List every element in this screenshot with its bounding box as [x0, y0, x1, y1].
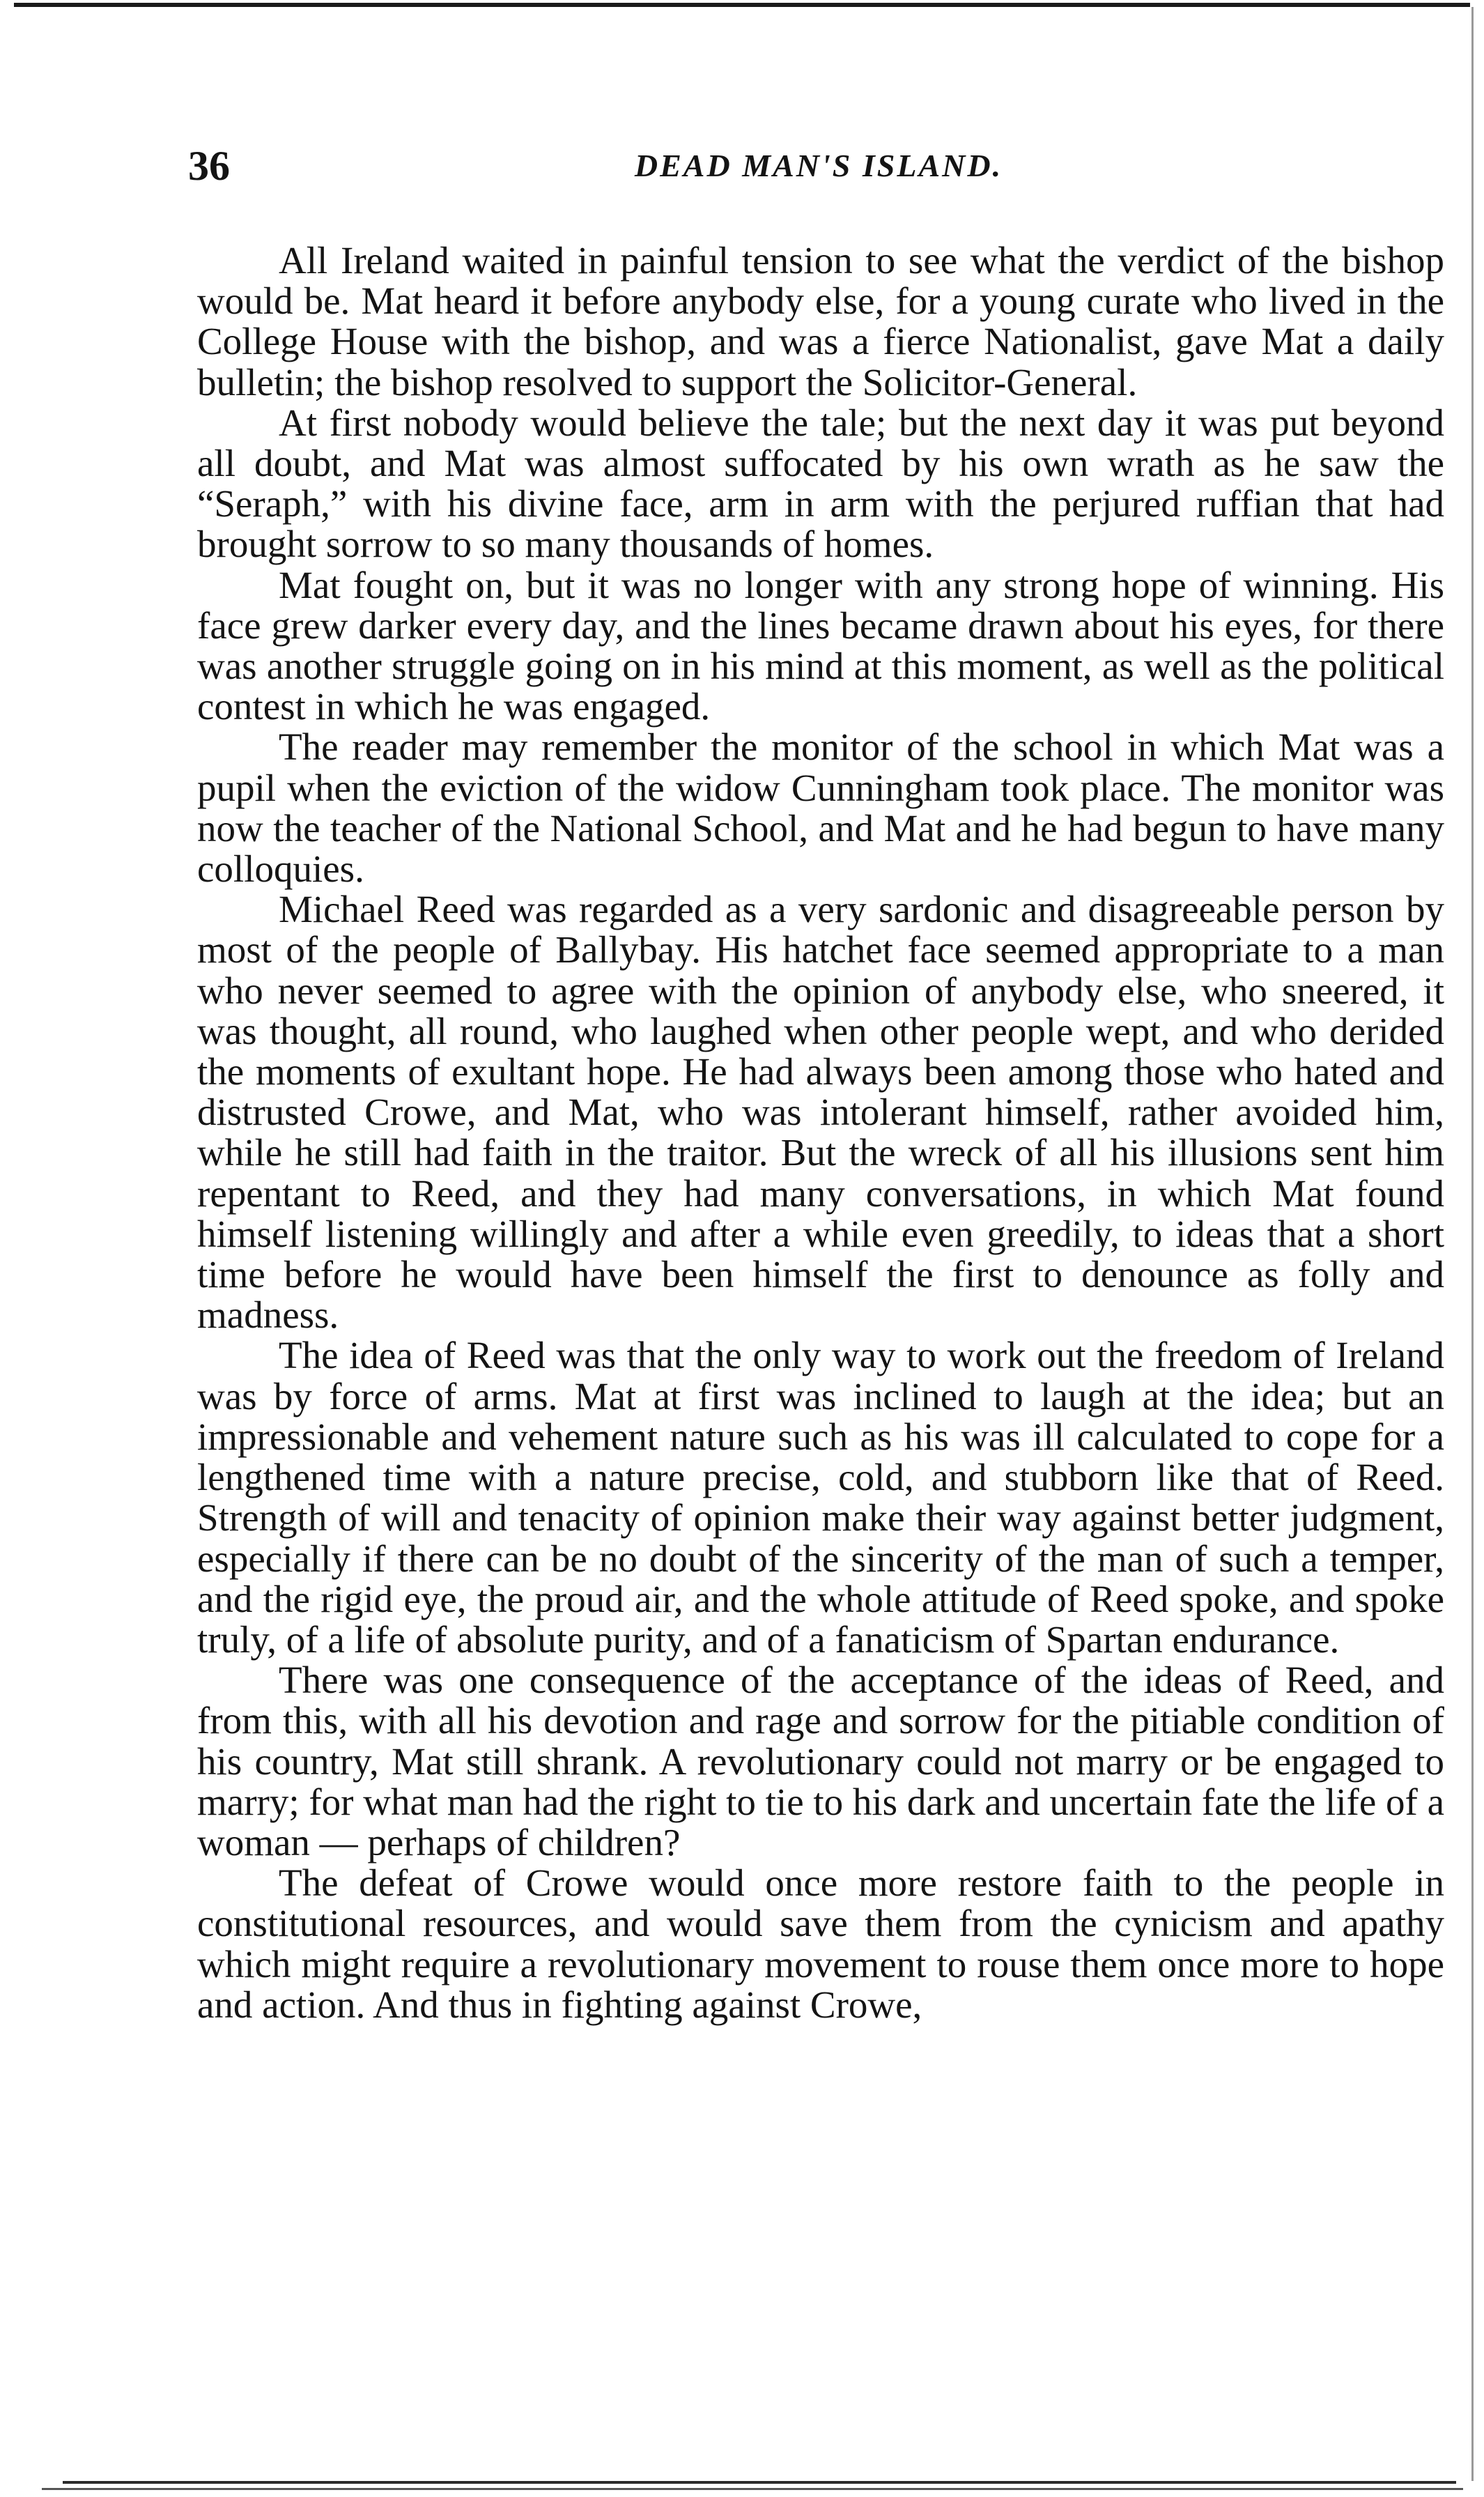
- paragraph: The reader may remember the monitor of the school in which Mat was a pupil when the eviction of the widow Cunningham took place. The monitor was now the teacher of the National School, and Mat and he had begun to have many colloquies.: [197, 725, 1444, 891]
- paragraph: At first nobody would believe the tale; but the next day it was put beyond all doubt, and Mat was almost suffocated by his own wrath as he saw the “Seraph,” with his divine face, arm in arm with the perjured ruffian that had brought sorrow to so many thousands of homes.: [197, 401, 1444, 566]
- top-border-rule: [14, 3, 1470, 7]
- bottom-border-rule: [63, 2481, 1456, 2484]
- paragraph: The idea of Reed was that the only way to work out the freedom of Ireland was by force of arms. Mat at first was inclined to laugh at the idea; but an impressionable and vehement nature such as his was ill calculated to cope for a lengthened time with a nature precise, cold, and stubborn like that of Reed. Strength of will and tenacity of opinion make their way against better judgment, especially if there can be no doubt of the sincerity of the man of such a temper, and the rigid eye, the proud air, and the whole attitude of Reed spoke, and spoke truly, of a life of absolute purity, and of a fanaticism of Spartan endurance.: [197, 1334, 1444, 1661]
- body-text: [197, 240, 1444, 2025]
- paragraph: There was one consequence of the acceptance of the ideas of Reed, and from this, with all his devotion and rage and sorrow for the pitiable condition of his country, Mat still shrank. A revolutionary could not marry or be engaged to marry; for what man had the right to tie to his dark and uncertain fate the life of a woman — perhaps of children?: [197, 1659, 1444, 1864]
- bottom-border-rule-secondary: [42, 2488, 1463, 2490]
- page-number: 36: [188, 143, 230, 189]
- page-header: [188, 138, 1449, 194]
- paragraph: Michael Reed was regarded as a very sardonic and disagreeable person by most of the people of Ballybay. His hatchet face seemed appropriate to a man who never seemed to agree with the opinion of anybody else, who sneered, it was thought, all round, who laughed when other people wept, and who derided the moments of exultant hope. He had always been among those who hated and distrusted Crowe, and Mat, who was intolerant himself, rather avoided him, while he still had faith in the traitor. But the wreck of all his illusions sent him repentant to Reed, and they had many conversations, in which Mat found himself listening willingly and after a while even greedily, to ideas that a short time before he would have been himself the first to denounce as folly and madness.: [197, 888, 1444, 1337]
- paragraph: The defeat of Crowe would once more restore faith to the people in constitutional resources, and would save them from the cynicism and apathy which might require a revolutionary movement to rouse them once more to hope and action. And thus in fighting against Crowe,: [197, 1861, 1444, 2026]
- paragraph: Mat fought on, but it was no longer with any strong hope of winning. His face grew darker every day, and the lines became drawn about his eyes, for there was another struggle going on in his mind at this moment, as well as the political contest in which he was engaged.: [197, 563, 1444, 728]
- page-edge: [1471, 7, 1474, 2481]
- running-head: DEAD MAN'S ISLAND.: [634, 148, 1003, 183]
- paragraph: All Ireland waited in painful tension to see what the verdict of the bishop would be. Mat heard it before anybody else, for a young curate who lived in the College House with the bishop, and was a fierce Nationalist, gave Mat a daily bulletin; the bishop resolved to support the Solicitor-General.: [197, 239, 1444, 404]
